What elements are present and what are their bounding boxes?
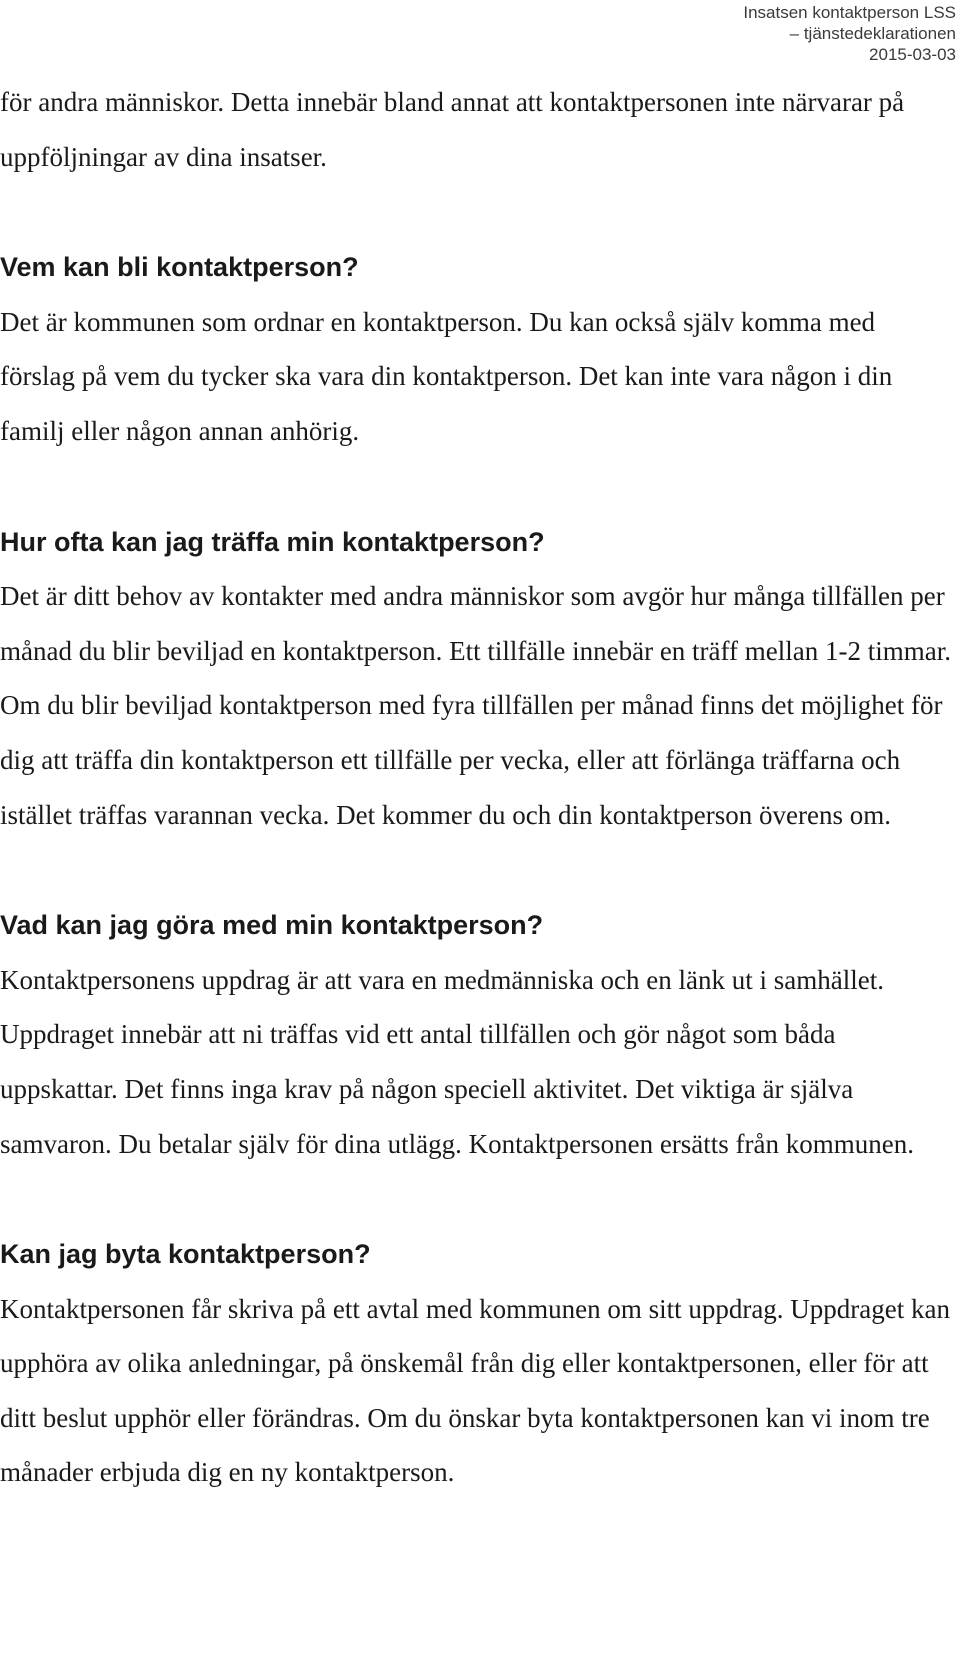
section-spacer [0, 842, 952, 898]
header-date: 2015-03-03 [869, 45, 956, 64]
section-spacer [0, 184, 952, 240]
paragraph-who-can-be-contact-person: Det är kommunen som ordnar en kontaktperson. Du kan också själv komma med förslag på vem du tycker ska vara din kontaktperson. Det kan inte vara någon i din familj eller någon annan anhörig. [0, 306, 893, 446]
page-header [743, 2, 956, 65]
heading-who-can-be-contact-person: Vem kan bli kontaktperson? [0, 252, 359, 283]
header-document-subtitle: – tjänstedeklarationen [789, 24, 956, 43]
paragraph-what-can-we-do: Kontaktpersonens uppdrag är att vara en medmänniska och en länk ut i samhället. Uppdraget innebär att ni träffas vid ett antal tillfällen och gör något som båda uppskattar. Det finns inga krav på någon speciell aktivitet. Det viktiga är själva samvaron. Du betalar själv för dina utlägg. Kontaktpersonen ersätts från kommunen. [0, 964, 914, 1159]
header-document-title: Insatsen kontaktperson LSS [743, 3, 956, 22]
paragraph-change-contact-person: Kontaktpersonen får skriva på ett avtal med kommunen om sitt uppdrag. Uppdraget kan upphöra av olika anledningar, på önskemål från dig eller kontaktpersonen, eller för att ditt beslut upphör eller förändras. Om du önskar byta kontaktpersonen kan vi inom tre månader erbjuda dig en ny kontaktperson. [0, 1293, 950, 1488]
section-spacer [0, 459, 952, 515]
heading-change-contact-person: Kan jag byta kontaktperson? [0, 1239, 371, 1270]
paragraph-continuation: för andra människor. Detta innebär bland annat att kontaktpersonen inte närvarar på uppföljningar av dina insatser. [0, 87, 905, 172]
heading-what-can-we-do: Vad kan jag göra med min kontaktperson? [0, 910, 544, 941]
paragraph-how-often: Det är ditt behov av kontakter med andra människor som avgör hur många tillfällen per månad du blir beviljad en kontaktperson. Ett tillfälle innebär en träff mellan 1-2 timmar. Om du blir beviljad kontaktperson med fyra tillfällen per månad finns det möjlighet för dig att träffa din kontaktperson ett tillfälle per vecka, eller att förlänga träffarna och istället träffas varannan vecka. Det kommer du och din kontaktperson överens om. [0, 581, 951, 830]
section-spacer [0, 1171, 952, 1227]
document-body [0, 75, 952, 1500]
heading-how-often: Hur ofta kan jag träffa min kontaktperson? [0, 526, 545, 557]
